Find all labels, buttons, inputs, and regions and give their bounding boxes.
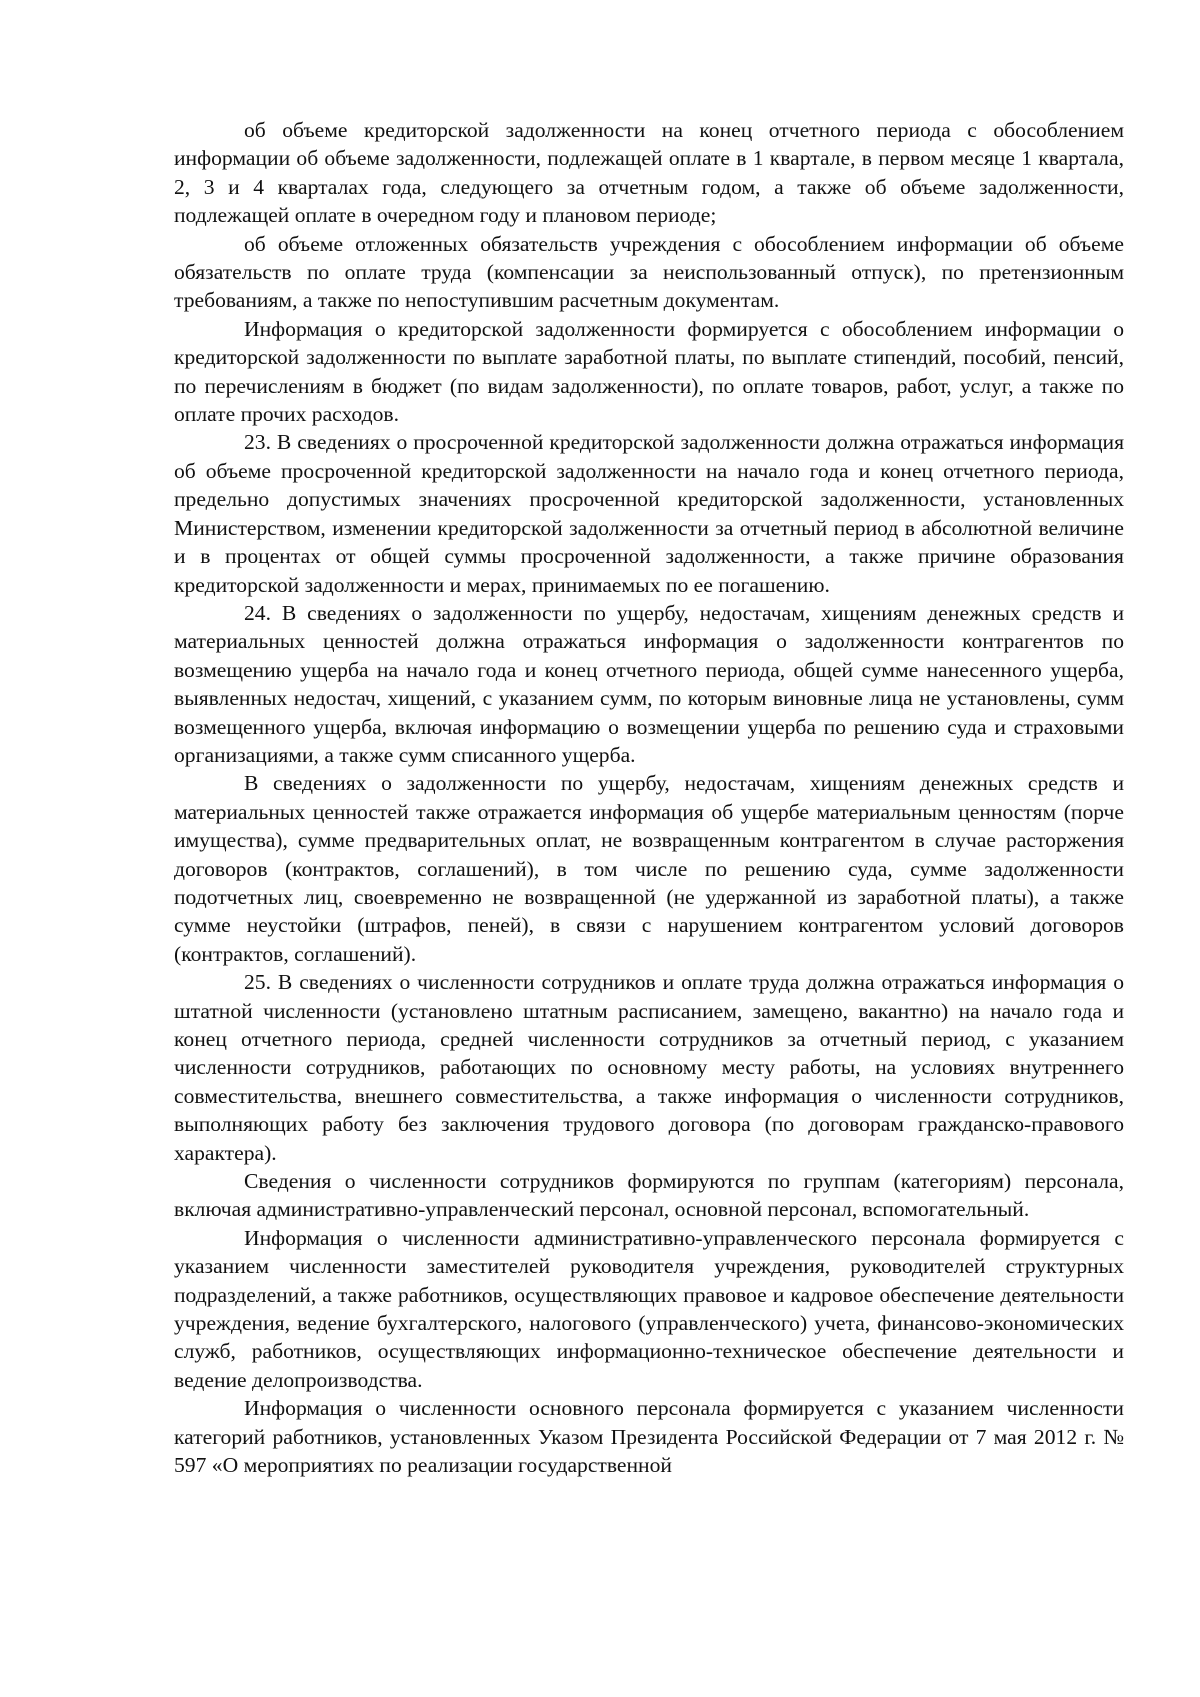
paragraph-item-23: 23. В сведениях о просроченной кредиторской задолженности должна отражаться информация об объеме просроченной кредиторской задолженности на начало года и конец отчетного периода, предельно допустимых значениях просроченной кредиторской задолженности, установленных Министерством, изменении кредиторской задолженности за отчетный период в абсолютной величине и в процентах от общей суммы просроченной задолженности, а также причине образования кредиторской задолженности и мерах, принимаемых по ее погашению.: [174, 430, 1124, 597]
document-page: [174, 116, 1124, 1480]
paragraph-creditor-debt-info: Информация о кредиторской задолженности формируется с обособлением информации о кредиторской задолженности по выплате заработной платы, по выплате стипендий, пособий, пенсий, по перечислениям в бюджет (по видам задолженности), по оплате товаров, работ, услуг, а также по оплате прочих расходов.: [174, 316, 1124, 427]
paragraph-deferred-obligations: об объеме отложенных обязательств учреждения с обособлением информации об объеме обязательств по оплате труда (компенсации за неиспользованный отпуск), по претензионным требованиям, а также по непоступившим расчетным документам.: [174, 231, 1124, 313]
paragraph-damage-details: В сведениях о задолженности по ущербу, недостачам, хищениям денежных средств и материальных ценностей также отражается информация об ущербе материальным ценностям (порче имущества), сумме предварительных оплат, не возвращенным контрагентом в случае расторжения договоров (контрактов, соглашений), в том числе по решению суда, сумме задолженности подотчетных лиц, своевременно не возвращенной (не удержанной из заработной платы), а также сумме неустойки (штрафов, пеней), в связи с нарушением контрагентом условий договоров (контрактов, соглашений).: [174, 771, 1124, 966]
paragraph-staff-groups: Сведения о численности сотрудников формируются по группам (категориям) персонала, включая административно-управленческий персонал, основной персонал, вспомогательный.: [174, 1169, 1124, 1222]
paragraph-item-24: 24. В сведениях о задолженности по ущербу, недостачам, хищениям денежных средств и материальных ценностей должна отражаться информация о задолженности контрагентов по возмещению ущерба на начало года и конец отчетного периода, общей сумме нанесенного ущерба, выявленных недостач, хищений, с указанием сумм, по которым виновные лица не установлены, сумм возмещенного ущерба, включая информацию о возмещении ущерба по решению суда и страховыми организациями, а также сумм списанного ущерба.: [174, 600, 1124, 767]
paragraph-debt-end-of-period: об объеме кредиторской задолженности на конец отчетного периода с обособлением информации об объеме задолженности, подлежащей оплате в 1 квартале, в первом месяце 1 квартала, 2, 3 и 4 кварталах года, следующего за отчетным годом, а также об объеме задолженности, подлежащей оплате в очередном году и плановом периоде;: [174, 118, 1124, 228]
paragraph-item-25: 25. В сведениях о численности сотрудников и оплате труда должна отражаться информация о штатной численности (установлено штатным расписанием, замещено, вакантно) на начало года и конец отчетного периода, средней численности сотрудников за отчетный период, с указанием численности сотрудников, работающих по основному месту работы, на условиях внутреннего совместительства, внешнего совместительства, а также информация о численности сотрудников, выполняющих работу без заключения трудового договора (по договорам гражданско-правового характера).: [174, 970, 1124, 1165]
paragraph-main-staff: Информация о численности основного персонала формируется с указанием численности категорий работников, установленных Указом Президента Российской Федерации от 7 мая 2012 г. № 597 «О мероприятиях по реализации государственной: [174, 1396, 1124, 1478]
paragraph-admin-staff: Информация о численности административно-управленческого персонала формируется с указанием численности заместителей руководителя учреждения, руководителей структурных подразделений, а также работников, осуществляющих правовое и кадровое обеспечение деятельности учреждения, ведение бухгалтерского, налогового (управленческого) учета, финансово-экономических служб, работников, осуществляющих информационно-техническое обеспечение деятельности и ведение делопроизводства.: [174, 1225, 1124, 1392]
